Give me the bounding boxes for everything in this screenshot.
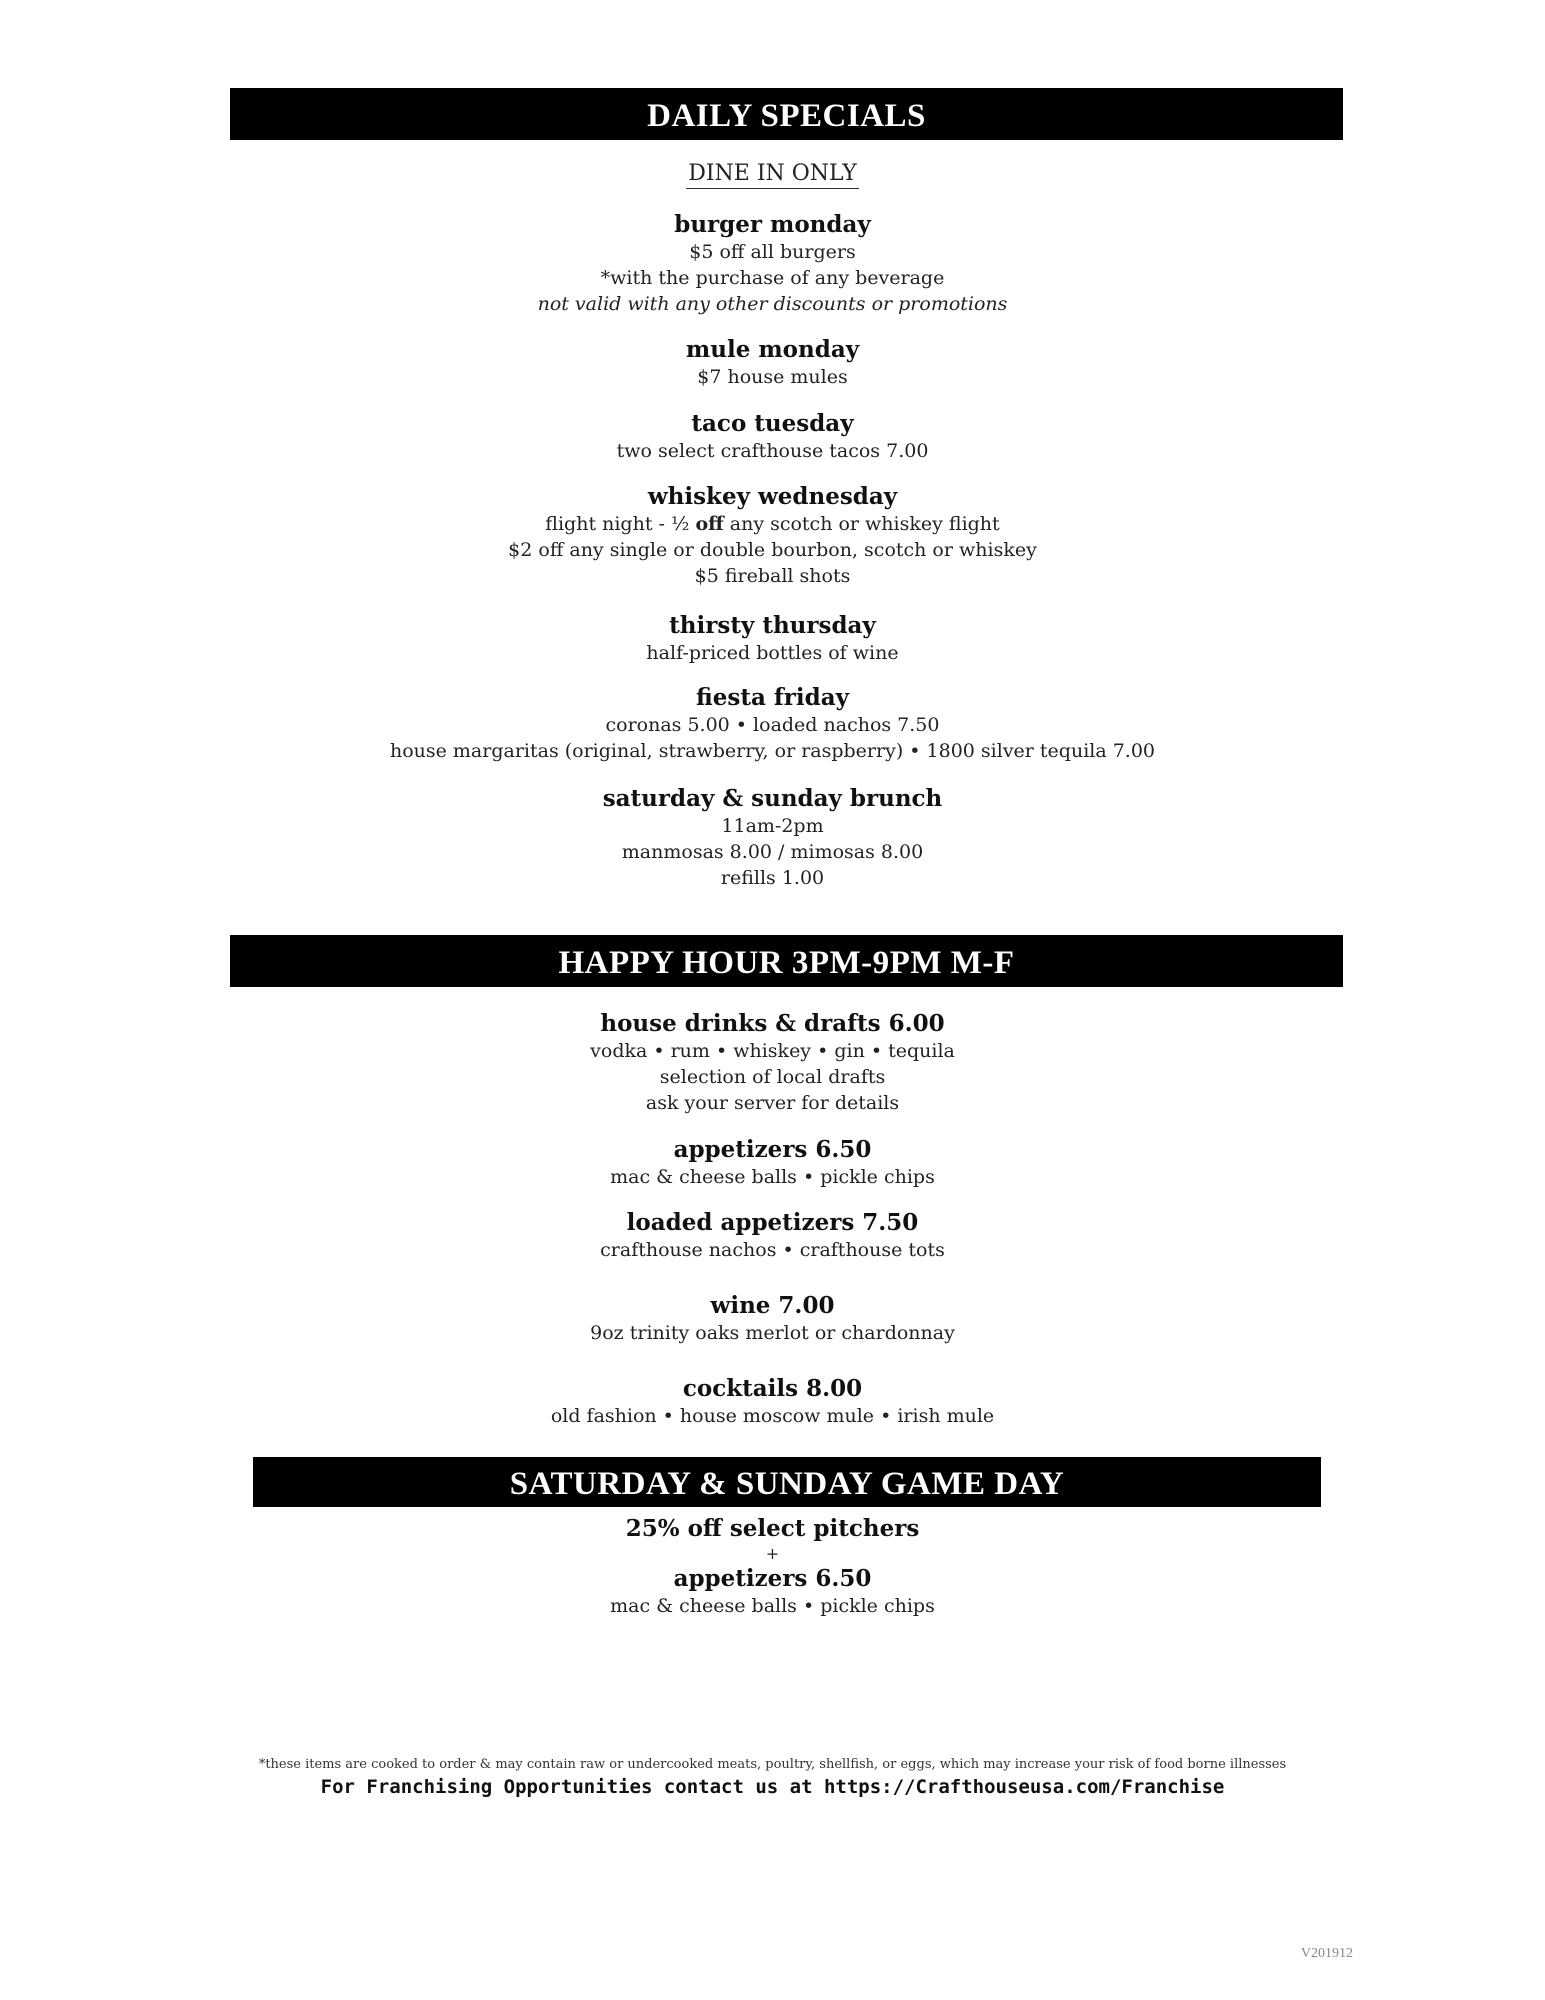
happy-wine — [0, 1292, 1545, 1346]
special-line: coronas 5.00 • loaded nachos 7.50 — [605, 714, 940, 736]
game-day-specials — [0, 1515, 1545, 1619]
special-title: burger monday — [674, 211, 871, 238]
flight-suffix: any scotch or whiskey flight — [723, 513, 1000, 535]
game-day-pitchers: 25% off select pitchers — [625, 1515, 920, 1542]
special-title: fiesta friday — [696, 684, 849, 711]
special-whiskey-wednesday — [0, 483, 1545, 589]
happy-title: wine 7.00 — [710, 1292, 835, 1319]
dine-in-only — [0, 160, 1545, 189]
happy-line: 9oz trinity oaks merlot or chardonnay — [590, 1322, 955, 1344]
special-line: $5 off all burgers — [689, 241, 856, 263]
flight-bold: off — [695, 513, 724, 535]
happy-line: vodka • rum • whiskey • gin • tequila — [590, 1040, 955, 1062]
special-title: taco tuesday — [691, 410, 854, 437]
game-day-appetizers-line: mac & cheese balls • pickle chips — [610, 1595, 935, 1617]
happy-appetizers — [0, 1136, 1545, 1190]
special-line: $5 fireball shots — [694, 565, 851, 587]
happy-house-drinks — [0, 1010, 1545, 1116]
daily-specials-heading: DAILY SPECIALS — [647, 98, 926, 134]
happy-line: crafthouse nachos • crafthouse tots — [600, 1239, 945, 1261]
special-flight-line — [0, 511, 1545, 537]
happy-cocktails — [0, 1375, 1545, 1429]
happy-line: selection of local drafts — [659, 1066, 886, 1088]
game-day-plus: + — [765, 1544, 780, 1563]
special-line: *with the purchase of any beverage — [600, 267, 945, 289]
happy-line: old fashion • house moscow mule • irish mule — [550, 1405, 995, 1427]
special-burger-monday — [0, 211, 1545, 317]
special-line: refills 1.00 — [720, 867, 825, 889]
special-brunch — [0, 785, 1545, 891]
special-fiesta-friday — [0, 684, 1545, 764]
happy-line: mac & cheese balls • pickle chips — [610, 1166, 935, 1188]
special-taco-tuesday — [0, 410, 1545, 464]
special-line: $7 house mules — [697, 366, 848, 388]
version-code: V201912 — [1300, 1946, 1353, 1961]
food-safety-disclaimer: *these items are cooked to order & may contain raw or undercooked meats, poultry, shellfish, or eggs, which may increase your risk of food borne illnesses — [258, 1757, 1287, 1772]
daily-specials-banner — [230, 88, 1343, 140]
happy-line: ask your server for details — [645, 1092, 900, 1114]
special-line: manmosas 8.00 / mimosas 8.00 — [621, 841, 924, 863]
flight-prefix: flight night - ½ — [545, 513, 696, 535]
special-title: whiskey wednesday — [647, 483, 898, 510]
special-note: not valid with any other discounts or promotions — [537, 293, 1008, 315]
happy-title: house drinks & drafts 6.00 — [600, 1010, 945, 1037]
happy-hour-banner — [230, 935, 1343, 987]
happy-loaded-appetizers — [0, 1209, 1545, 1263]
footer — [0, 1756, 1545, 1800]
special-line: two select crafthouse tacos 7.00 — [616, 440, 929, 462]
special-title: mule monday — [685, 336, 860, 363]
happy-hour-heading: HAPPY HOUR 3PM-9PM M-F — [558, 945, 1015, 981]
dine-in-only-label: DINE IN ONLY — [686, 160, 859, 189]
happy-title: cocktails 8.00 — [682, 1375, 863, 1402]
game-day-appetizers-title: appetizers 6.50 — [673, 1565, 872, 1592]
special-title: saturday & sunday brunch — [602, 785, 943, 812]
franchise-contact: For Franchising Opportunities contact us at https://Crafthouseusa.com/Franchise — [320, 1776, 1225, 1798]
special-line: $2 off any single or double bourbon, scotch or whiskey — [508, 539, 1037, 561]
happy-title: appetizers 6.50 — [673, 1136, 872, 1163]
special-title: thirsty thursday — [669, 612, 876, 639]
special-line: house margaritas (original, strawberry, or raspberry) • 1800 silver tequila 7.00 — [389, 740, 1156, 762]
happy-title: loaded appetizers 7.50 — [626, 1209, 919, 1236]
special-line: 11am-2pm — [721, 815, 824, 837]
game-day-banner — [253, 1457, 1321, 1507]
special-thirsty-thursday — [0, 612, 1545, 666]
special-line: half-priced bottles of wine — [646, 642, 899, 664]
game-day-heading: SATURDAY & SUNDAY GAME DAY — [509, 1466, 1065, 1502]
special-mule-monday — [0, 336, 1545, 390]
